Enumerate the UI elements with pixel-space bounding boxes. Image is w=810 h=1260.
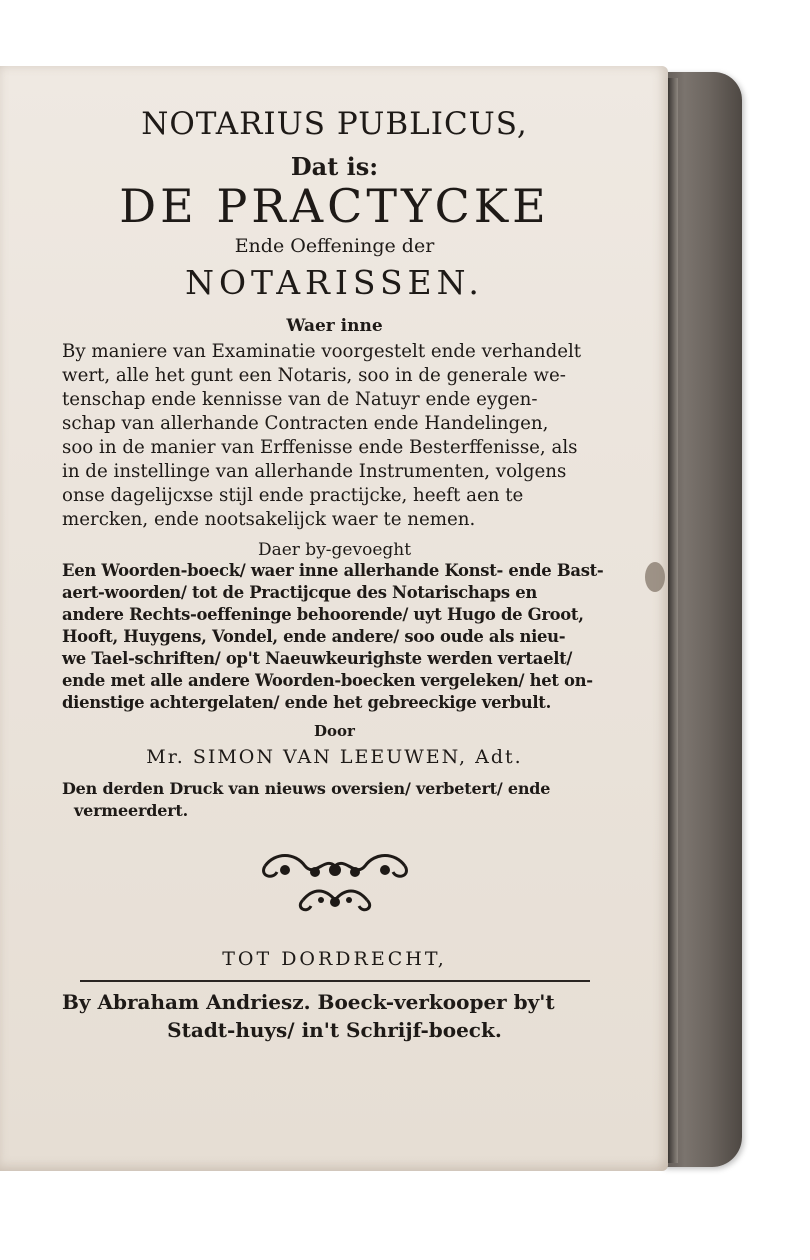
dictionary-line: aert-woorden/ tot de Practijcque des Notarischaps en [62, 583, 537, 602]
description-line: By maniere van Examinatie voorgestelt ende verhandelt [62, 341, 582, 362]
imprint-place: TOT DORDRECHT, [222, 948, 447, 970]
subtitle-oeffeninge: Ende Oeffeninge der [234, 235, 435, 257]
dictionary-line: we Tael-schriften/ op't Naeuwkeurighste werden vertaelt/ [62, 649, 573, 668]
subtitle-dat-is: Dat is: [290, 152, 379, 181]
description-line: tenschap ende kennisse van de Natuyr ende eygen- [62, 389, 538, 410]
printer-imprint [62, 988, 607, 1044]
title-practycke: DE PRACTYCKE [119, 179, 550, 233]
description-line: schap van allerhande Contracten ende Handelingen, [62, 413, 549, 434]
dictionary-line: dienstige achtergelaten/ ende het gebreeckige verbult. [62, 693, 551, 712]
main-title: NOTARIUS PUBLICUS, [141, 106, 528, 142]
dictionary-line: Een Woorden-boeck/ waer inne allerhande Konst- ende Bast- [62, 561, 604, 580]
dictionary-line: andere Rechts-oeffeninge behoorende/ uyt Hugo de Groot, [62, 605, 584, 624]
dictionary-line: ende met alle andere Woorden-boecken vergeleken/ het on- [62, 671, 593, 690]
description-line: wert, alle het gunt een Notaris, soo in de generale we- [62, 365, 566, 386]
printers-ornament-icon [255, 848, 415, 918]
title-notarissen: NOTARISSEN. [185, 263, 484, 302]
page-stain [645, 562, 665, 592]
description-line: in de instellinge van allerhande Instrumenten, volgens [62, 461, 567, 482]
description-line: mercken, ende nootsakelijck waer te nemen. [62, 509, 476, 530]
description-paragraph [62, 340, 607, 532]
spine-edge [668, 78, 678, 1163]
dictionary-paragraph [62, 560, 607, 714]
author-name: Mr. SIMON VAN LEEUWEN, Adt. [146, 746, 523, 768]
edition-line: vermeerdert. [74, 801, 188, 820]
description-line: onse dagelijcxse stijl ende practijcke, heeft aen te [62, 485, 524, 506]
edition-note [62, 778, 607, 822]
imprint-rule [80, 980, 590, 982]
waer-inne: Waer inne [286, 316, 383, 336]
title-page-content [62, 106, 607, 1044]
printer-line: By Abraham Andriesz. Boeck-verkooper by't [62, 990, 555, 1014]
door-label: Door [314, 722, 355, 740]
dictionary-line: Hooft, Huygens, Vondel, ende andere/ soo oude als nieu- [62, 627, 566, 646]
edition-line: Den derden Druck van nieuws oversien/ verbetert/ ende [62, 779, 551, 798]
daer-by-gevoeght: Daer by-gevoeght [257, 540, 412, 560]
description-line: soo in de manier van Erffenisse ende Besterffenisse, als [62, 437, 578, 458]
printer-line: Stadt-huys/ in't Schrijf-boeck. [167, 1018, 502, 1042]
